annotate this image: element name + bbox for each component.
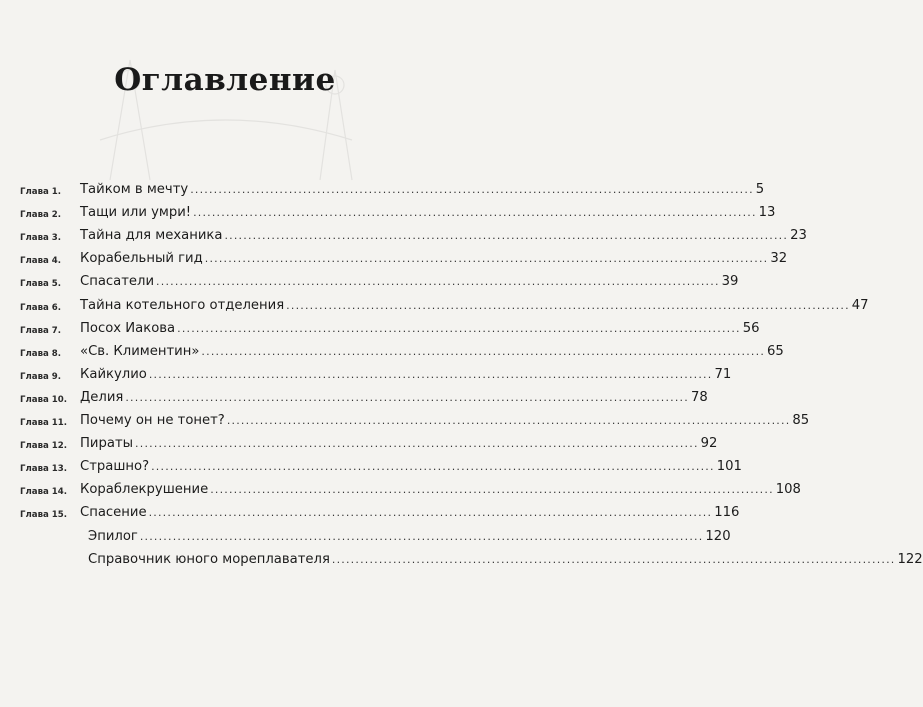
toc-entry[interactable] xyxy=(0,436,718,456)
toc-entry[interactable] xyxy=(0,182,765,202)
chapter-title: Пираты xyxy=(80,436,134,452)
toc-entry-line xyxy=(88,528,731,544)
page-number: 5 xyxy=(755,182,765,197)
toc-entry[interactable] xyxy=(0,205,776,225)
toc-entry[interactable] xyxy=(0,413,810,433)
dot-leader: ........................................................................................................................ xyxy=(125,390,689,404)
page-number: 116 xyxy=(714,505,740,521)
dot-leader: ........................................................................................................................ xyxy=(156,275,720,289)
dot-leader: ........................................................................................................................ xyxy=(193,206,757,220)
toc-entry[interactable] xyxy=(0,274,739,294)
dot-leader: ........................................................................................................................ xyxy=(148,506,713,520)
toc-entry[interactable] xyxy=(0,389,708,410)
chapter-title: Страшно? xyxy=(80,459,150,475)
toc-entry-line xyxy=(80,389,708,405)
toc-entry[interactable] xyxy=(0,505,740,525)
chapter-number: Глава 3. xyxy=(20,233,62,244)
chapter-number: Глава 1. xyxy=(20,187,62,197)
page-number: 32 xyxy=(770,251,788,267)
chapter-number: Глава 11. xyxy=(20,418,68,428)
chapter-number: Глава 4. xyxy=(20,256,62,267)
chapter-number: Глава 10. xyxy=(20,394,68,405)
toc-entry[interactable] xyxy=(0,551,923,572)
toc-entry-line xyxy=(80,228,807,244)
chapter-number: Глава 15. xyxy=(20,510,68,521)
dot-leader: ........................................................................................................................ xyxy=(204,252,769,266)
chapter-number: Глава 6. xyxy=(20,302,62,313)
toc-entry[interactable] xyxy=(0,366,732,387)
dot-leader: ........................................................................................................................ xyxy=(139,529,704,543)
page-number: 101 xyxy=(716,459,742,475)
chapter-number: Глава 5. xyxy=(20,279,62,290)
chapter-title: Посох Иакова xyxy=(80,320,176,336)
chapter-number: Глава 12. xyxy=(20,441,68,452)
toc-entry[interactable] xyxy=(0,320,760,341)
chapter-number: Глава 14. xyxy=(20,487,68,498)
dot-leader: ........................................................................................................................ xyxy=(210,483,774,497)
chapter-title: Кайкулио xyxy=(80,366,147,382)
page-title: Оглавление xyxy=(114,62,336,98)
dot-leader: ........................................................................................................................ xyxy=(224,229,789,243)
chapter-title: Спасатели xyxy=(80,274,155,290)
dot-leader: ........................................................................................................................ xyxy=(226,414,791,427)
toc-entry[interactable] xyxy=(0,251,788,271)
chapter-title: Почему он не тонет? xyxy=(80,413,225,428)
chapter-number: Глава 7. xyxy=(20,325,62,336)
chapter-title: Делия xyxy=(80,389,124,405)
chapter-title: Тайна котельного отделения xyxy=(80,297,285,313)
chapter-title: Эпилог xyxy=(88,528,138,544)
dot-leader: ........................................................................................................................ xyxy=(331,552,896,566)
toc-entry[interactable] xyxy=(0,297,869,318)
page-number: 78 xyxy=(690,389,708,405)
chapter-number: Глава 13. xyxy=(20,464,68,475)
page-number: 65 xyxy=(767,343,784,359)
toc-entry-line xyxy=(80,459,742,475)
toc-entry-line xyxy=(80,320,760,336)
toc-entry[interactable] xyxy=(0,528,731,549)
toc-entry-line xyxy=(80,413,810,428)
toc-entry-line xyxy=(80,297,869,313)
toc-entry-line xyxy=(80,205,776,221)
chapter-title: Тайна для механика xyxy=(80,228,223,244)
toc-entry-line xyxy=(80,505,740,521)
chapter-number: Глава 9. xyxy=(20,371,62,382)
page-number: 108 xyxy=(775,482,801,498)
toc-entry-line xyxy=(80,482,801,498)
page-number: 56 xyxy=(742,320,760,336)
chapter-title: Спасение xyxy=(80,505,147,521)
dot-leader: ........................................................................................................................ xyxy=(148,367,713,381)
page-number: 47 xyxy=(851,297,869,313)
dot-leader: ........................................................................................................................ xyxy=(190,183,754,196)
page-number: 13 xyxy=(758,205,776,221)
page-number: 85 xyxy=(792,413,810,428)
toc-entry-line xyxy=(80,366,732,382)
dot-leader: ........................................................................................................................ xyxy=(177,321,741,335)
chapter-title: Тайком в мечту xyxy=(80,182,189,197)
dot-leader: ........................................................................................................................ xyxy=(201,344,766,358)
toc-entry-line xyxy=(80,343,784,359)
page-number: 23 xyxy=(790,228,807,244)
toc-entry[interactable] xyxy=(0,343,784,364)
chapter-number: Глава 2. xyxy=(20,210,62,221)
dot-leader: ........................................................................................................................ xyxy=(286,298,850,312)
page-number: 71 xyxy=(714,366,732,382)
dot-leader: ........................................................................................................................ xyxy=(151,460,715,474)
chapter-title: Корабельный гид xyxy=(80,251,203,267)
toc-entry[interactable] xyxy=(0,459,742,479)
page-number: 120 xyxy=(705,528,731,544)
toc-entry[interactable] xyxy=(0,482,801,502)
chapter-title: Кораблекрушение xyxy=(80,482,209,498)
chapter-title: Справочник юного мореплавателя xyxy=(88,551,330,567)
toc-entry-line xyxy=(80,274,739,290)
chapter-title: Тащи или умри! xyxy=(80,205,192,221)
toc-entry-line xyxy=(80,436,718,452)
toc-entry-line xyxy=(80,251,788,267)
page-number: 122 xyxy=(897,551,923,567)
toc-entry[interactable] xyxy=(0,228,807,248)
toc-entry-line xyxy=(80,182,765,197)
toc-entry-line xyxy=(88,551,923,567)
chapter-title: «Св. Климентин» xyxy=(80,343,200,359)
dot-leader: ........................................................................................................................ xyxy=(135,437,699,451)
page-number: 92 xyxy=(700,436,718,452)
chapter-number: Глава 8. xyxy=(20,348,62,359)
page-number: 39 xyxy=(721,274,739,290)
